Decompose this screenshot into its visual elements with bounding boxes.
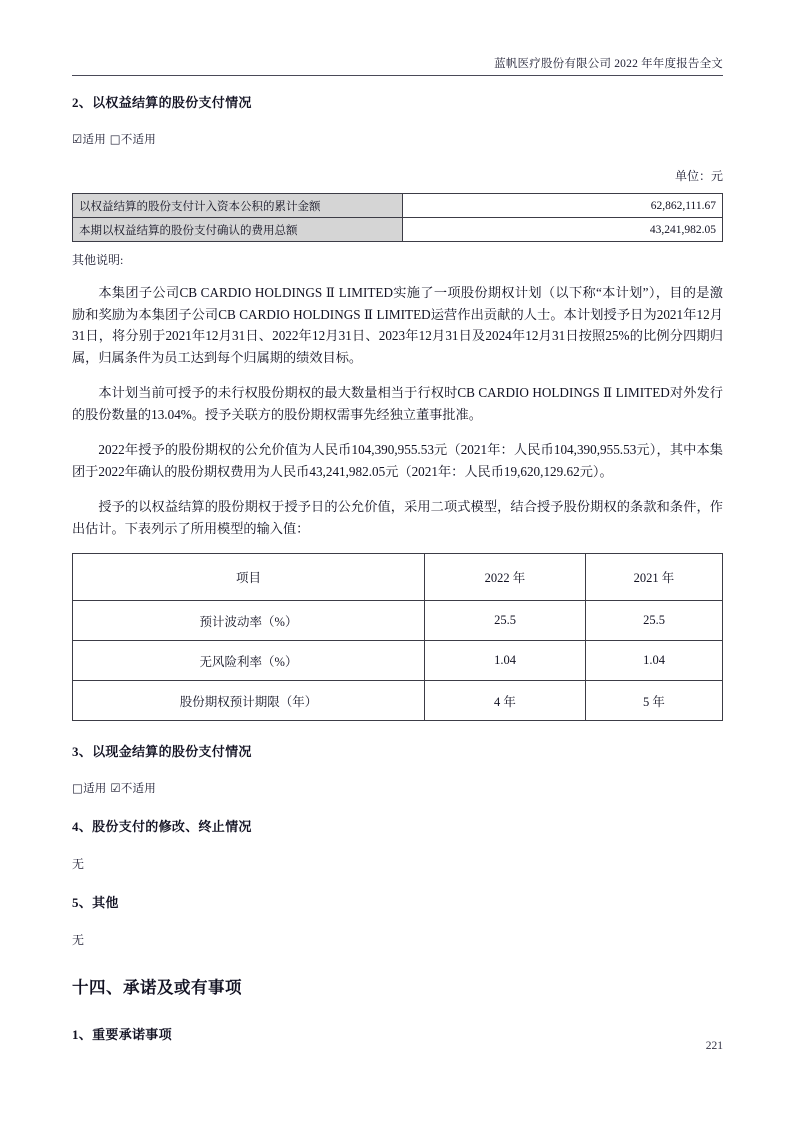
table-row <box>73 601 723 641</box>
spacer <box>72 835 723 855</box>
spacer <box>72 368 723 382</box>
unit-label-equity-table: 单位：元 <box>674 169 723 183</box>
table-row <box>73 681 723 721</box>
column-header-2021: 2021 年 <box>586 554 723 601</box>
section-heading-other: 5、其他 <box>72 895 119 910</box>
table-cell-2021: 1.04 <box>586 641 723 681</box>
paragraph-plan-description: 本集团子公司CB CARDIO HOLDINGS Ⅱ LIMITED实施了一项股份期权计划（以下称“本计划”），目的是激励和奖励为本集团子公司CB CARDIO HOLDINGS Ⅱ LIMITED运营作出贡献的人士。本计划授予日为2021年12月31日，将分别于2021年12月31日、2022年12月31日、2023年12月31日及2024年12月31日按照25%的比例分四期归属，归属条件为员工达到每个归属期的绩效目标。 <box>72 285 723 365</box>
table-cell-2021: 5 年 <box>586 681 723 721</box>
table-cell-item: 预计波动率（%） <box>73 601 425 641</box>
section-content-modification: 无 <box>72 857 85 871</box>
other-note-label: 其他说明: <box>72 253 124 267</box>
page-content <box>72 92 723 1043</box>
section-heading-equity-settled: 2、以权益结算的股份支付情况 <box>72 95 252 110</box>
paragraph-fair-value: 2022年授予的股份期权的公允价值为人民币104,390,955.53元（2021年：人民币104,390,955.53元），其中本集团于2022年确认的股份期权费用为人民币43,241,982.05元（2021年：人民币19,620,129.62元）。 <box>72 442 723 479</box>
spacer <box>72 242 723 251</box>
table-cell-2021: 25.5 <box>586 601 723 641</box>
paragraph-binomial-model: 授予的以权益结算的股份期权于授予日的公允价值，采用二项式模型，结合授予股份期权的条款和条件，作出估计。下表列示了所用模型的输入值： <box>72 499 723 536</box>
column-header-item: 项目 <box>73 554 425 601</box>
spacer <box>72 796 723 816</box>
table-row <box>73 218 723 242</box>
table-cell-value: 43,241,982.05 <box>403 218 723 242</box>
spacer <box>72 147 723 167</box>
spacer <box>72 721 723 741</box>
table-cell-2022: 1.04 <box>425 641 586 681</box>
section-content-other: 无 <box>72 933 85 947</box>
spacer <box>72 911 723 931</box>
section-heading-modification: 4、股份支付的修改、终止情况 <box>72 819 252 834</box>
spacer <box>72 425 723 439</box>
header-divider <box>72 75 723 76</box>
spacer <box>72 872 723 892</box>
section-heading-major-commitments: 1、重要承诺事项 <box>72 1027 172 1042</box>
table-cell-value: 62,862,111.67 <box>403 194 723 218</box>
chapter-heading-commitments: 十四、承诺及或有事项 <box>72 978 242 997</box>
table-row <box>73 194 723 218</box>
table-cell-2022: 4 年 <box>425 681 586 721</box>
spacer <box>72 184 723 193</box>
table-cell-label: 本期以权益结算的股份支付确认的费用总额 <box>73 218 403 242</box>
table-cell-2022: 25.5 <box>425 601 586 641</box>
spacer <box>72 111 723 131</box>
table-row <box>73 641 723 681</box>
spacer <box>72 482 723 496</box>
spacer <box>72 948 723 974</box>
equity-settled-amount-table <box>72 193 723 242</box>
table-cell-label: 以权益结算的股份支付计入资本公积的累计金额 <box>73 194 403 218</box>
spacer <box>72 539 723 553</box>
section-heading-cash-settled: 3、以现金结算的股份支付情况 <box>72 744 252 759</box>
page-header: 蓝帆医疗股份有限公司 2022 年年度报告全文 <box>494 58 723 70</box>
spacer <box>72 760 723 780</box>
model-inputs-table <box>72 553 723 721</box>
spacer <box>72 998 723 1024</box>
applicability-equity-settled: ☑适用 □不适用 <box>72 132 156 146</box>
page-number: 221 <box>705 1040 723 1052</box>
table-cell-item: 股份期权预计期限（年） <box>73 681 425 721</box>
applicability-cash-settled: □适用 ☑不适用 <box>72 781 156 795</box>
spacer <box>72 268 723 282</box>
table-header-row <box>73 554 723 601</box>
table-cell-item: 无风险利率（%） <box>73 641 425 681</box>
column-header-2022: 2022 年 <box>425 554 586 601</box>
paragraph-max-grantable: 本计划当前可授予的未行权股份期权的最大数量相当于行权时CB CARDIO HOLDINGS Ⅱ LIMITED对外发行的股份数量的13.04%。授予关联方的股份期权需事先经独立董事批准。 <box>72 385 723 422</box>
